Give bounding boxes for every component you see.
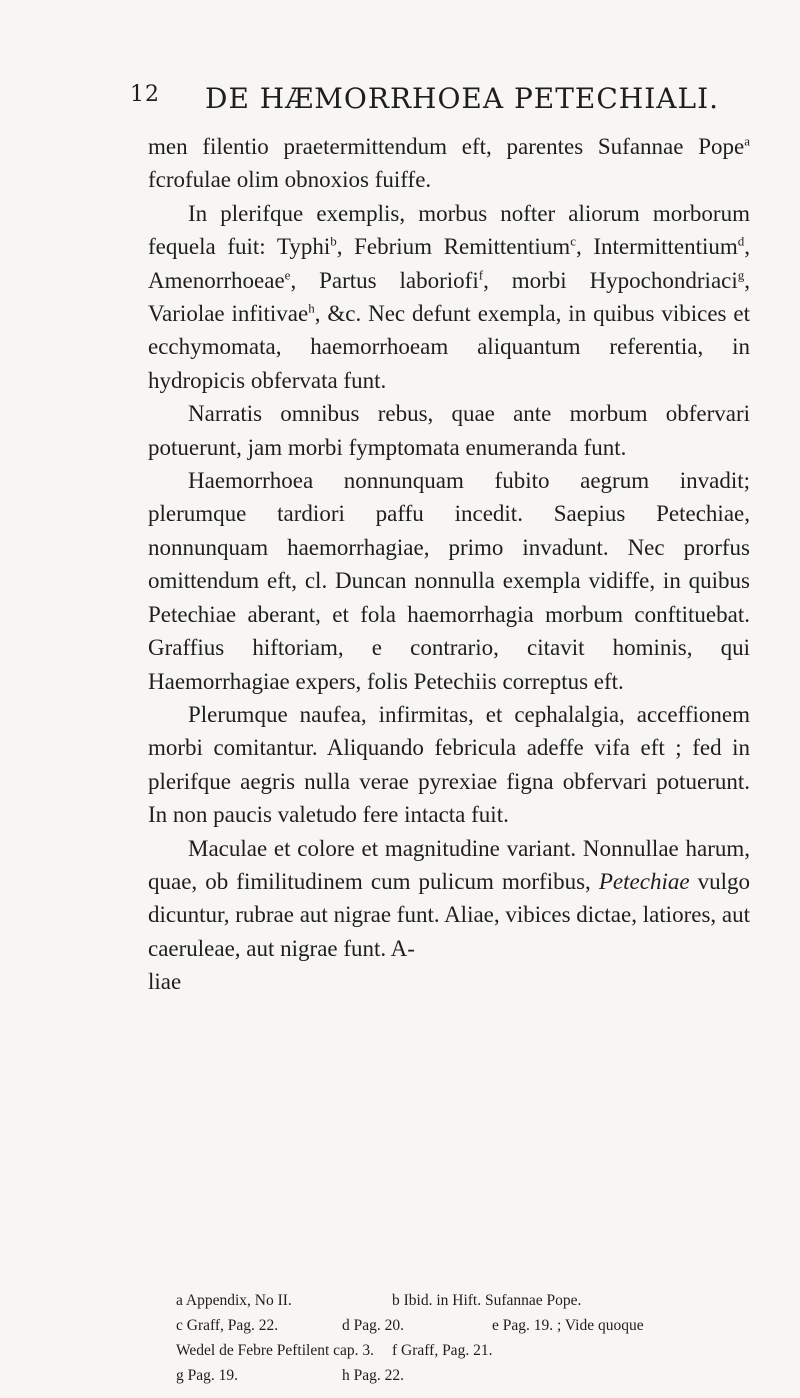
italic-term: Petechiae bbox=[598, 868, 690, 894]
footnote-marker: g bbox=[737, 266, 745, 282]
footnote-entry: e Pag. 19. ; Vide quoque bbox=[492, 1317, 644, 1334]
footnotes bbox=[176, 1288, 756, 1388]
footnote-marker: d bbox=[737, 233, 745, 249]
footnote-entry: a Appendix, No II. bbox=[176, 1292, 292, 1309]
footnote-row bbox=[176, 1288, 756, 1313]
paragraph-2 bbox=[148, 197, 750, 397]
footnote-marker: f bbox=[478, 266, 484, 282]
running-title: DE HÆMORRHOEA PETECHIALI. bbox=[205, 82, 720, 115]
text-run: , Variolae infitivae bbox=[148, 267, 750, 327]
text-run: Narratis omnibus rebus, quae ante morbum obfervari potuerunt, jam morbi fymptomata enumeranda funt. bbox=[148, 401, 750, 460]
paragraph-1 bbox=[148, 130, 750, 197]
text-run: , Febrium Remittentium bbox=[336, 234, 571, 260]
text-run: , Amenorrhoeae bbox=[148, 234, 750, 293]
footnote-entry: f Graff, Pag. 21. bbox=[392, 1342, 493, 1359]
footnote-marker: c bbox=[570, 233, 576, 249]
footnote-entry: h Pag. 22. bbox=[342, 1367, 404, 1384]
text-run: , Intermittentium bbox=[575, 234, 738, 260]
footnote-entry: g Pag. 19. bbox=[176, 1367, 238, 1384]
footnote-marker: e bbox=[284, 266, 291, 282]
footnote-entry: Wedel de Febre Peftilent cap. 3. bbox=[176, 1342, 375, 1359]
paragraph-6 bbox=[148, 832, 750, 966]
text-run: vulgo dicuntur, rubrae aut nigrae funt. Aliae, vibices dictae, latiores, aut caeruleae, aut nigrae funt. A- bbox=[148, 868, 751, 961]
footnote-marker: a bbox=[744, 133, 750, 149]
body-text bbox=[148, 130, 750, 999]
footnote-marker: h bbox=[308, 300, 315, 316]
text-run: Plerumque naufea, infirmitas, et cephalalgia, acceffionem morbi comitantur. Aliquando febricula adeffe vifa eft ; fed in plerifque aegris nulla verae pyrexiae figna obfervari potuerunt. In non paucis valetudo fere intacta fuit. bbox=[148, 701, 750, 828]
paragraph-4 bbox=[148, 464, 750, 698]
text-run: fcrofulae olim obnoxios fuiffe. bbox=[148, 167, 432, 193]
text-run: , morbi Hypochondriaci bbox=[483, 267, 738, 293]
text-run: Maculae et colore et magnitudine variant. Nonnullae harum, quae, ob fimilitudinem cum pulicum morfibus, bbox=[148, 835, 750, 894]
text-run: , &c. Nec defunt exempla, in quibus vibices et ecchymomata, haemorrhoeam aliquantum referentia, in hydropicis obfervata funt. bbox=[148, 301, 750, 393]
footnote-row bbox=[176, 1313, 756, 1338]
page-number: 12 bbox=[130, 82, 160, 107]
text-run: Haemorrhoea nonnunquam fubito aegrum invadit; plerumque tardiori paffu incedit. Saepius Petechiae, nonnunquam haemorrhagiae, primo invadunt. Nec prorfus omittendum eft, cl. Duncan nonnulla exempla vidiffe, in quibus Petechiae aberant, et fola haemorrhagia morbum conftituebat. Graffius hiftoriam, e contrario, citavit hominis, qui Haemorrhagiae expers, folis Petechiis correptus eft. bbox=[148, 468, 750, 694]
footnote-marker: b bbox=[330, 233, 337, 249]
footnote-row bbox=[176, 1363, 756, 1388]
text-run: In plerifque exemplis, morbus nofter aliorum morborum fequela fuit: Typhi bbox=[148, 200, 750, 260]
footnote-entry: d Pag. 20. bbox=[342, 1317, 404, 1334]
page-header bbox=[130, 82, 720, 122]
footnote-row bbox=[176, 1338, 756, 1363]
footnote-entry: b Ibid. in Hift. Sufannae Pope. bbox=[392, 1292, 582, 1309]
paragraph-5 bbox=[148, 698, 750, 832]
text-run: , Partus laboriofi bbox=[290, 267, 479, 293]
catchword: liae bbox=[148, 969, 182, 995]
paragraph-3 bbox=[148, 397, 750, 464]
footnote-entry: c Graff, Pag. 22. bbox=[176, 1317, 279, 1334]
text-run: men filentio praetermittendum eft, parentes Sufannae Pope bbox=[148, 134, 745, 159]
